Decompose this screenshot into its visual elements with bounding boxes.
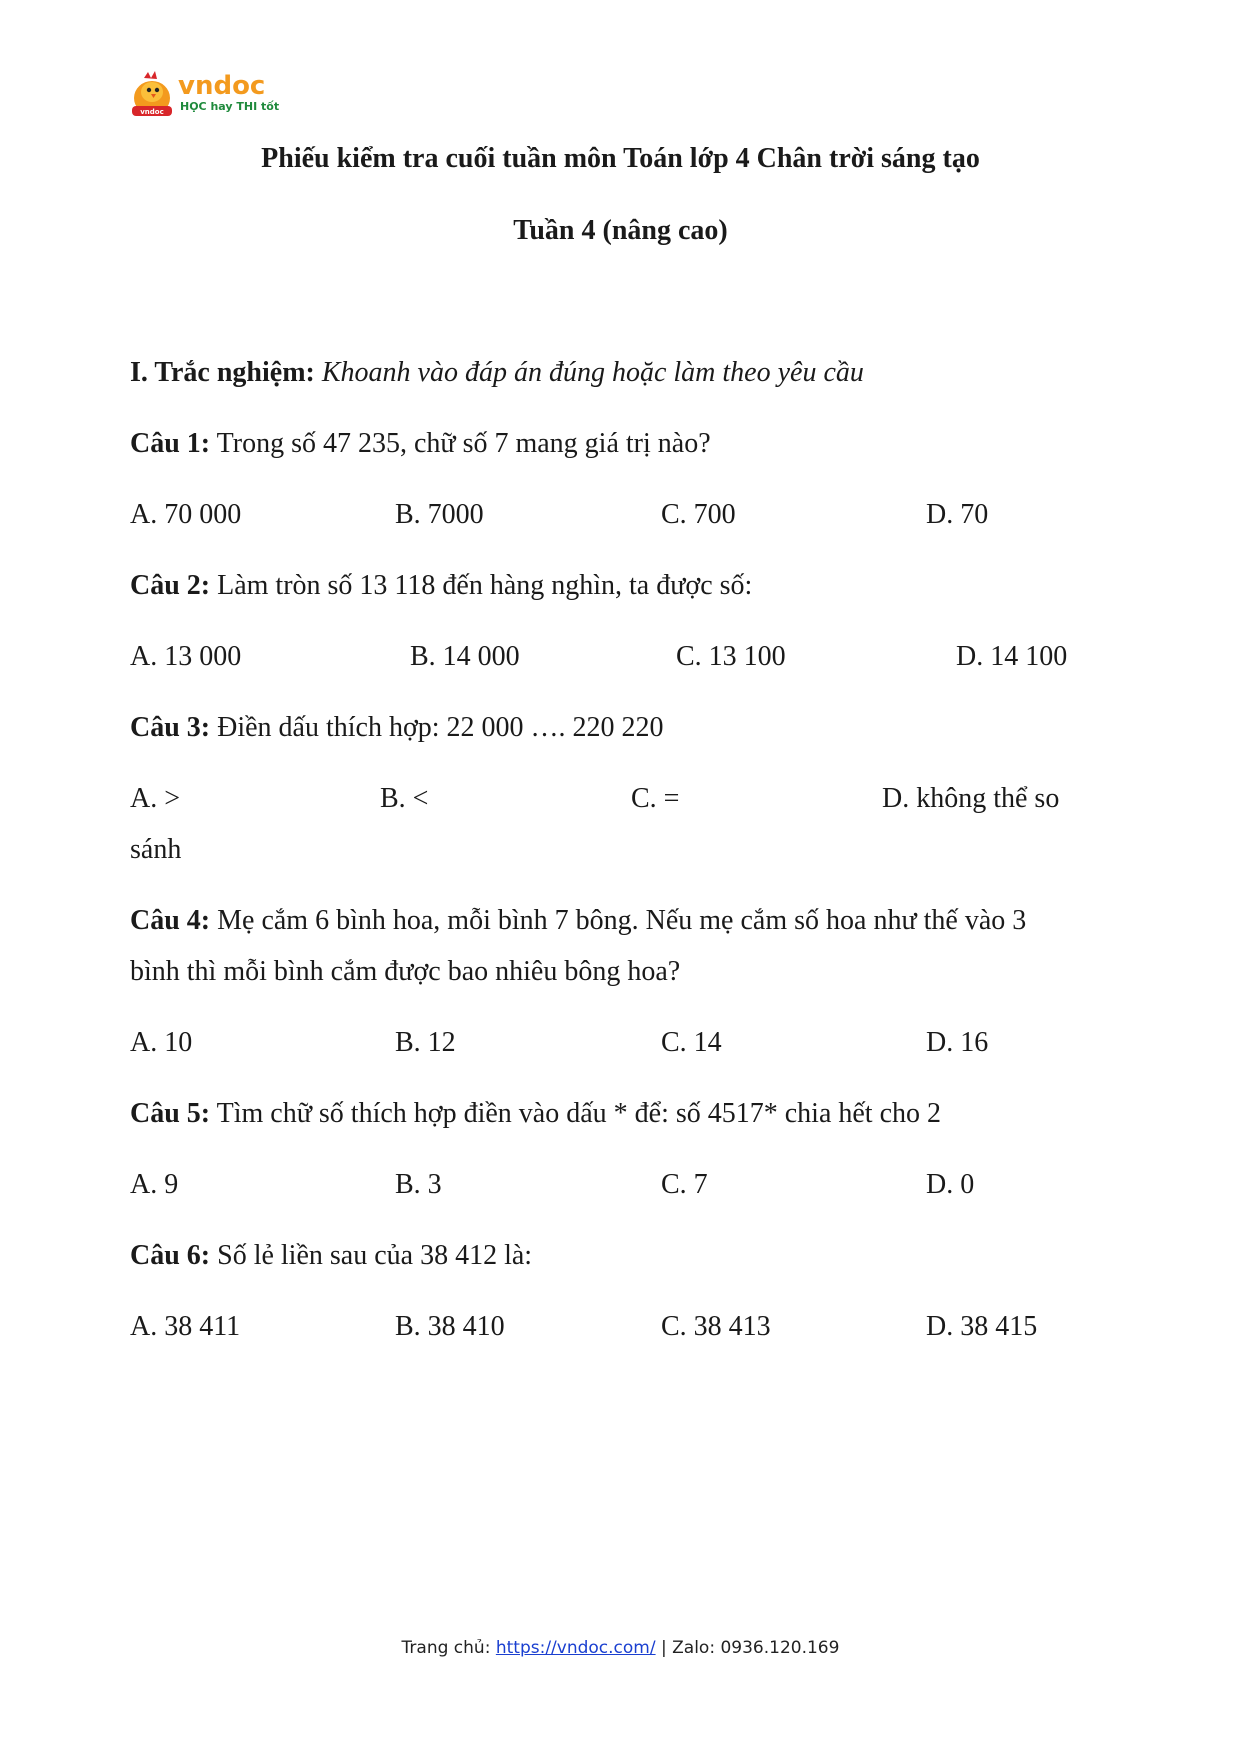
question-text: Mẹ cắm 6 bình hoa, mỗi bình 7 bông. Nếu mẹ cắm số hoa như thế vào 3 — [217, 905, 1027, 936]
question-text: Số lẻ liền sau của 38 412 là: — [217, 1240, 533, 1271]
section-heading — [130, 356, 864, 390]
question-label: Câu 5: — [130, 1098, 211, 1129]
option-c[interactable]: C. 13 100 — [676, 641, 786, 672]
question-text: Trong số 47 235, chữ số 7 mang giá trị nào? — [216, 428, 711, 459]
option-d[interactable]: D. 0 — [926, 1169, 975, 1200]
document-title: Phiếu kiểm tra cuối tuần môn Toán lớp 4 Chân trời sáng tạo — [261, 143, 980, 174]
question-text: Điền dấu thích hợp: 22 000 …. 220 220 — [217, 712, 664, 743]
question-3 — [130, 711, 664, 745]
option-a[interactable]: A. 13 000 — [130, 641, 242, 672]
option-a[interactable]: A. 10 — [130, 1027, 193, 1058]
section-instruction: Khoanh vào đáp án đúng hoặc làm theo yêu cầu — [321, 357, 864, 388]
chicken-mascot-icon — [132, 71, 172, 116]
option-a[interactable]: A. 70 000 — [130, 499, 242, 530]
vndoc-logo — [130, 68, 290, 124]
option-b[interactable]: B. 38 410 — [395, 1311, 505, 1342]
option-b[interactable]: B. 7000 — [395, 499, 484, 530]
question-label: Câu 6: — [130, 1240, 211, 1271]
option-b[interactable]: B. 12 — [395, 1027, 456, 1058]
option-c[interactable]: C. 700 — [661, 499, 736, 530]
svg-text:vndoc: vndoc — [178, 71, 266, 101]
option-a[interactable]: A. 9 — [130, 1169, 179, 1200]
question-label: Câu 2: — [130, 570, 211, 601]
footer-separator: | — [661, 1638, 667, 1658]
question-text: Làm tròn số 13 118 đến hàng nghìn, ta được số: — [217, 570, 753, 601]
footer-home-label: Trang chủ: — [401, 1638, 491, 1658]
question-label: Câu 4: — [130, 905, 211, 936]
option-c[interactable]: C. 7 — [661, 1169, 708, 1200]
question-label: Câu 1: — [130, 428, 211, 459]
option-a[interactable]: A. > — [130, 783, 181, 814]
footer-zalo: Zalo: 0936.120.169 — [672, 1638, 840, 1658]
document-subtitle: Tuần 4 (nâng cao) — [513, 215, 728, 246]
question-6 — [130, 1239, 532, 1273]
svg-text:HỌC hay THI tốt: HỌC hay THI tốt — [180, 100, 280, 113]
section-label: I. Trắc nghiệm: — [130, 357, 315, 388]
option-d[interactable]: D. 16 — [926, 1027, 989, 1058]
option-b[interactable]: B. < — [380, 783, 429, 814]
page-footer — [0, 1636, 1241, 1660]
vndoc-logo-image — [130, 68, 290, 124]
question-1 — [130, 427, 711, 461]
svg-text:vndoc: vndoc — [140, 108, 164, 116]
question-text: Tìm chữ số thích hợp điền vào dấu * để: số 4517* chia hết cho 2 — [216, 1098, 942, 1129]
option-d[interactable]: D. 70 — [926, 499, 989, 530]
option-c[interactable]: C. 14 — [661, 1027, 722, 1058]
footer-home-link[interactable]: https://vndoc.com/ — [495, 1638, 656, 1658]
question-5 — [130, 1097, 941, 1131]
option-d[interactable]: D. không thể so — [882, 783, 1060, 814]
option-d[interactable]: D. 14 100 — [956, 641, 1068, 672]
option-b[interactable]: B. 3 — [395, 1169, 442, 1200]
option-b[interactable]: B. 14 000 — [410, 641, 520, 672]
option-c[interactable]: C. = — [631, 783, 680, 814]
option-a[interactable]: A. 38 411 — [130, 1311, 241, 1342]
question-2 — [130, 569, 752, 603]
question-4 — [130, 904, 1026, 938]
question-label: Câu 3: — [130, 712, 211, 743]
option-c[interactable]: C. 38 413 — [661, 1311, 771, 1342]
option-d-continuation: sánh — [130, 834, 182, 865]
option-d[interactable]: D. 38 415 — [926, 1311, 1038, 1342]
question-4-line2: bình thì mỗi bình cắm được bao nhiêu bông hoa? — [130, 956, 681, 987]
